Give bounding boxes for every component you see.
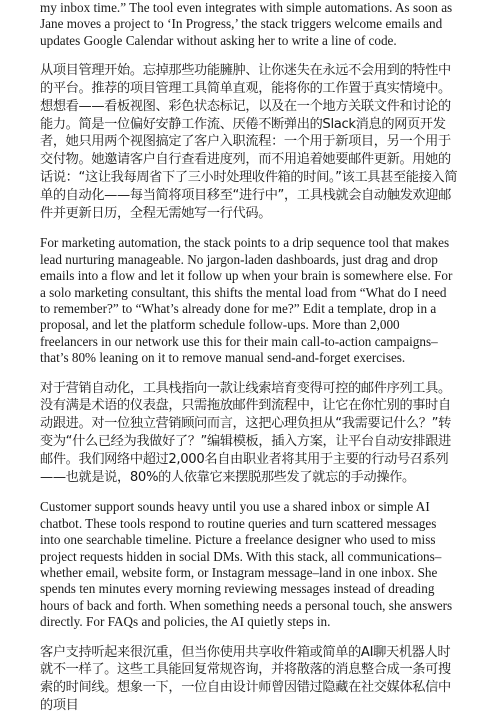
paragraph-en-2: For marketing automation, the stack points to a drip sequence tool that makes lead nurturing manageable. No jargon-laden dashboards, just drag and drop emails into a flow and let it follow up when your brain is somewhere else. For a solo marketing consultant, this shifts the mental load from “What do I need to remember?” to “What’s already done for me?” Edit a template, drop in a proposal, and let the platform schedule follow-ups. More than 2,000 freelancers in our network use this for their main call-to-action campaigns–that’s 80% leaning on it to remove manual send-and-forget exercises.	[40, 235, 453, 366]
paragraph-en-1: my inbox time.” The tool even integrates with simple automations. As soon as Jane moves a project to ‘In Progress,’ the stack triggers welcome emails and updates Google Calendar without asking her to write a line of code.	[40, 0, 453, 48]
paragraph-zh-2: 对于营销自动化，工具栈指向一款让线索培育变得可控的邮件序列工具。没有满是术语的仪表盘，只需拖放邮件到流程中，让它在你忙别的事时自动跟进。对一位独立营销顾问而言，这把心理负担从“我需要记什么？”转变为“什么已经为我做好了？”编辑模板，插入方案，让平台自动安排跟进邮件。我们网络中超过2,000名自由职业者将其用于主要的行动号召系列——也就是说，80%的人依靠它来摆脱那些发了就忘的手动操作。	[40, 380, 451, 485]
paragraph-zh-3: 客户支持听起来很沉重，但当你使用共享收件箱或简单的AI聊天机器人时就不一样了。这些工具能回复常规咨询，并将散落的消息整合成一条可搜索的时间线。想象一下，一位自由设计师曾因错过隐藏在社交媒体私信中的项目	[40, 644, 451, 714]
paragraph-en-3: Customer support sounds heavy until you use a shared inbox or simple AI chatbot. These tools respond to routine queries and turn scattered messages into one searchable timeline. Picture a freelance designer who used to miss project requests hidden in social DMs. With this stack, all communications–whether email, website form, or Instagram message–land in one inbox. She spends ten minutes every morning reviewing messages instead of dreading hours of back and forth. When something needs a personal touch, she answers directly. For FAQs and policies, the AI quietly steps in.	[40, 499, 453, 630]
paragraph-zh-1: 从项目管理开始。忘掉那些功能臃肿、让你迷失在永远不会用到的特性中的平台。推荐的项目管理工具简单直观，能将你的工作置于真实情境中。想想看——看板视图、彩色状态标记，以及在一个地方关联文件和讨论的能力。简是一位偏好安静工作流、厌倦不断弹出的Slack消息的网页开发者，她只用两个视图搞定了客户入职流程：一个用于新项目，另一个用于交付物。她邀请客户自行查看进度列，而不用追着她要邮件更新。用她的话说：“这让我每周省下了三小时处理收件箱的时间。”该工具甚至能接入简单的自动化——每当简将项目移至“进行中”，工具栈就会自动触发欢迎邮件并更新日历，全程无需她写一行代码。	[40, 63, 458, 221]
document-page	[40, 0, 460, 728]
